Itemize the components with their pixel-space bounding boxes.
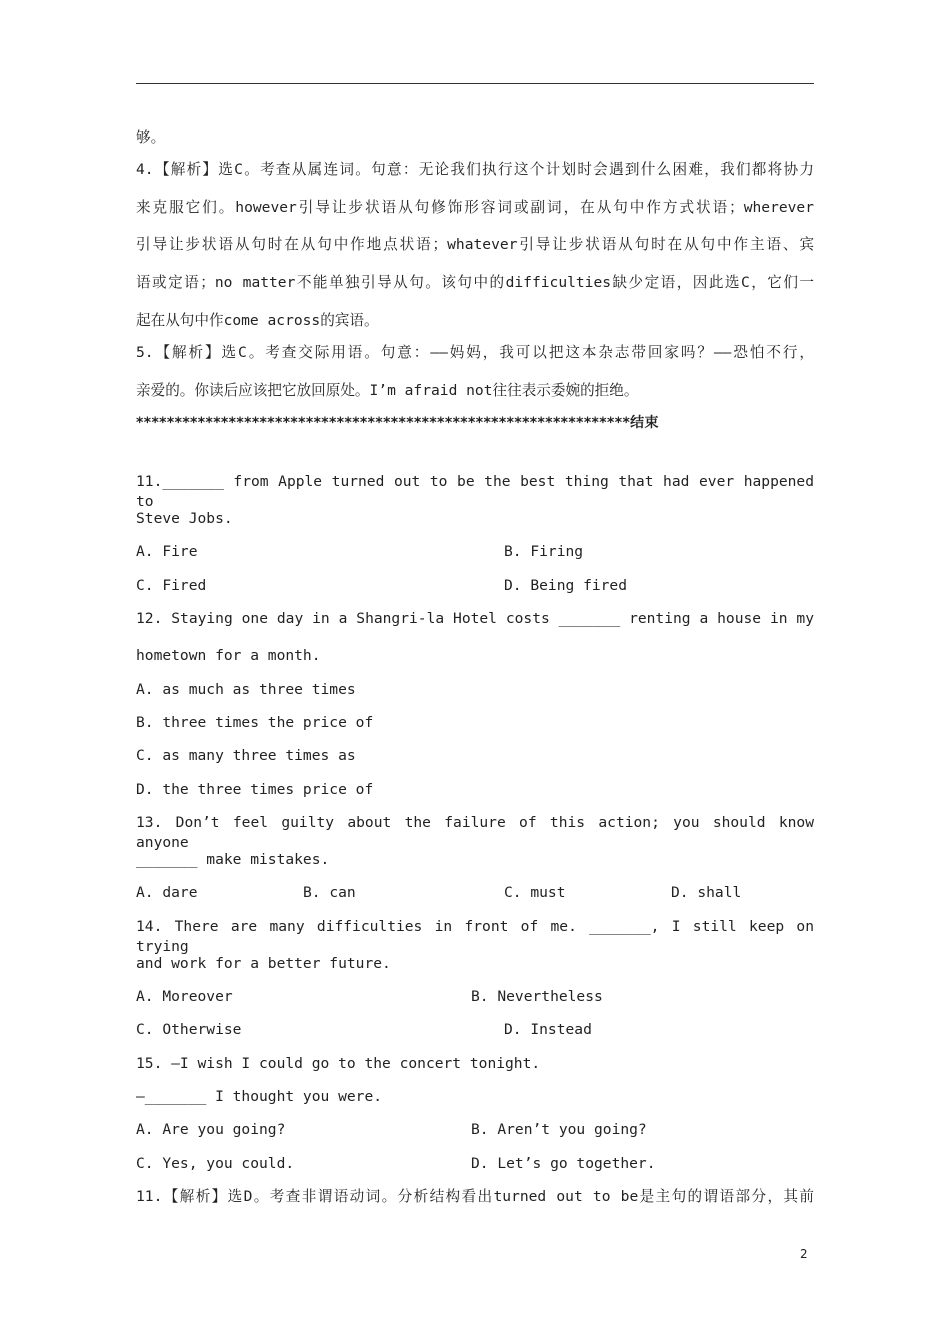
question-11-stem-cont: Steve Jobs.	[136, 510, 233, 527]
question-15-stem: 15. —I wish I could go to the concert tonight.	[136, 1055, 541, 1072]
page-number: 2	[800, 1247, 808, 1261]
option-b: B. three times the price of	[136, 714, 374, 731]
option-d: D. shall	[671, 884, 742, 901]
option-c: C. Fired	[136, 577, 207, 594]
option-b: B. Aren’t you going?	[471, 1121, 647, 1138]
question-13-stem-cont: _______ make mistakes.	[136, 851, 330, 868]
option-d: D. Let’s go together.	[471, 1155, 656, 1172]
option-d: D. Being fired	[504, 577, 628, 594]
explanation-line: 够。	[136, 129, 166, 146]
option-a: A. Fire	[136, 543, 198, 560]
question-13-stem: 13. Don’t feel guilty about the failure of this action; you should know anyone	[136, 814, 814, 851]
question-12-stem-cont: hometown for a month.	[136, 647, 321, 664]
explanation-line: 引导让步状语从句时在从句中作地点状语；whatever引导让步状语从句时在从句中作主语、宾	[136, 236, 814, 253]
option-a: A. as much as three times	[136, 681, 356, 698]
question-12-stem: 12. Staying one day in a Shangri-la Hotel costs _______ renting a house in my	[136, 610, 814, 627]
section-divider: ****************************************************************结束	[136, 415, 659, 431]
option-c: C. Yes, you could.	[136, 1155, 295, 1172]
option-b: B. Firing	[504, 543, 584, 560]
header-rule	[136, 83, 814, 84]
question-11-stem: 11._______ from Apple turned out to be the best thing that had ever happened to	[136, 473, 814, 510]
explanation-line: 4.【解析】选C。考查从属连词。句意：无论我们执行这个计划时会遇到什么困难，我们都将协力	[136, 161, 814, 178]
option-d: D. Instead	[504, 1021, 592, 1038]
explanation-line: 5.【解析】选C。考查交际用语。句意：——妈妈，我可以把这本杂志带回家吗？——恐怕不行，	[136, 344, 814, 361]
option-c: C. Otherwise	[136, 1021, 242, 1038]
option-a: A. Are you going?	[136, 1121, 286, 1138]
option-c: C. must	[504, 884, 566, 901]
question-14-stem: 14. There are many difficulties in front of me. _______, I still keep on trying	[136, 918, 814, 955]
option-a: A. dare	[136, 884, 198, 901]
explanation-line: 来克服它们。however引导让步状语从句修饰形容词或副词，在从句中作方式状语；wherever	[136, 199, 814, 216]
explanation-line: 11.【解析】选D。考查非谓语动词。分析结构看出turned out to be是主句的谓语部分，其前	[136, 1188, 814, 1205]
explanation-line: 语或定语；no matter不能单独引导从句。该句中的difficulties缺少定语，因此选C，它们一	[136, 274, 814, 291]
option-d: D. the three times price of	[136, 781, 374, 798]
option-b: B. can	[303, 884, 356, 901]
question-15-stem-cont: —_______ I thought you were.	[136, 1088, 383, 1105]
option-a: A. Moreover	[136, 988, 233, 1005]
question-14-stem-cont: and work for a better future.	[136, 955, 391, 972]
explanation-line: 亲爱的。你读后应该把它放回原处。I’m afraid not往往表示委婉的拒绝。	[136, 382, 639, 399]
option-b: B. Nevertheless	[471, 988, 603, 1005]
option-c: C. as many three times as	[136, 747, 356, 764]
explanation-line: 起在从句中作come across的宾语。	[136, 312, 379, 329]
